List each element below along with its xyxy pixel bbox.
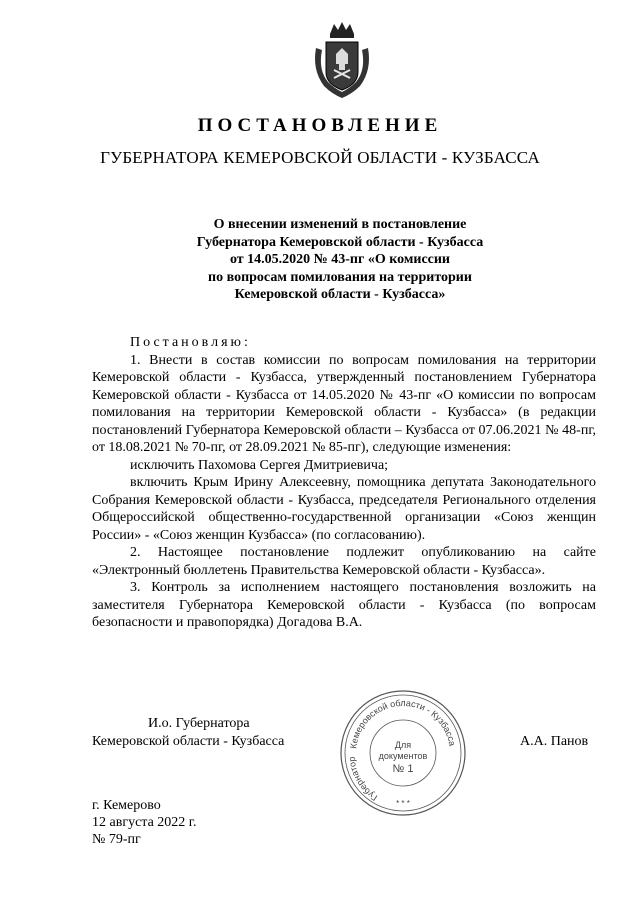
issuer-title: ГУБЕРНАТОРА КЕМЕРОВСКОЙ ОБЛАСТИ - КУЗБАССА [100, 148, 540, 167]
paragraph-item-3: 3. Контроль за исполнением настоящего постановления возложить на заместителя Губернатора Кемеровской области - Кузбасса (по вопросам безопасности и правопорядка) Догадова В.А. [92, 580, 596, 630]
subject-line: О внесении изменений в постановление [213, 217, 467, 232]
paragraph-exclude: исключить Пахомова Сергея Дмитриевича; [130, 457, 389, 473]
seal-ring-text-left: Губернатор [346, 756, 380, 803]
seal-center-line-3: № 1 [392, 763, 414, 775]
document-number: № 79-пг [92, 832, 141, 847]
subject-line: Кемеровской области - Кузбасса» [234, 287, 446, 302]
signatory-title-line-2: Кемеровской области - Кузбасса [92, 734, 285, 749]
signatory-title-line-1: И.о. Губернатора [148, 716, 250, 731]
seal-stars: * * * [396, 799, 410, 808]
document-subject [160, 216, 520, 304]
decree-lead: Постановляю: [130, 335, 251, 350]
paragraph-include: включить Крым Ирину Алексеевну, помощника депутата Законодательного Собрания Кемеровской области - Кузбасса, председателя Регионального отделения Общероссийской общественно-государственной организации «Союз женщин России» - «Союз женщин Кузбасса» (по согласованию). [92, 475, 596, 543]
official-seal-stamp [338, 688, 468, 818]
paragraph-item-2: 2. Настоящее постановление подлежит опубликованию на сайте «Электронный бюллетень Правительства Кемеровской области - Кузбасса». [92, 545, 596, 578]
signatory-name: А.А. Панов [520, 734, 589, 749]
seal-ring-text: Кемеровской области - Кузбасса [348, 697, 458, 750]
seal-center-line-1: Для [394, 740, 412, 750]
document-type-title: ПОСТАНОВЛЕНИЕ [197, 115, 443, 136]
coat-of-arms-emblem [310, 20, 374, 102]
issue-place: г. Кемерово [92, 798, 161, 813]
subject-line: по вопросам помилования на территории [208, 269, 472, 285]
subject-line: от 14.05.2020 № 43-пг «О комиссии [229, 252, 450, 267]
issue-date: 12 августа 2022 г. [92, 815, 197, 830]
seal-center-line-2: документов [378, 751, 428, 761]
paragraph-item-1: 1. Внести в состав комиссии по вопросам помилования на территории Кемеровской области - Кузбасса, утвержденный постановлением Губернатора Кемеровской области - Кузбасса от 14.05.2020 № 43-пг «О комиссии по вопросам помилования на территории Кемеровской области - Кузбасса» (в редакции постановлений Губернатора Кемеровской области – Кузбасса от 07.06.2021 № 48-пг, от 18.08.2021 № 70-пг, от 28.09.2021 № 85-пг), следующие изменения: [92, 352, 596, 455]
document-body [92, 334, 596, 632]
subject-line: Губернатора Кемеровской области - Кузбасса [196, 234, 484, 250]
